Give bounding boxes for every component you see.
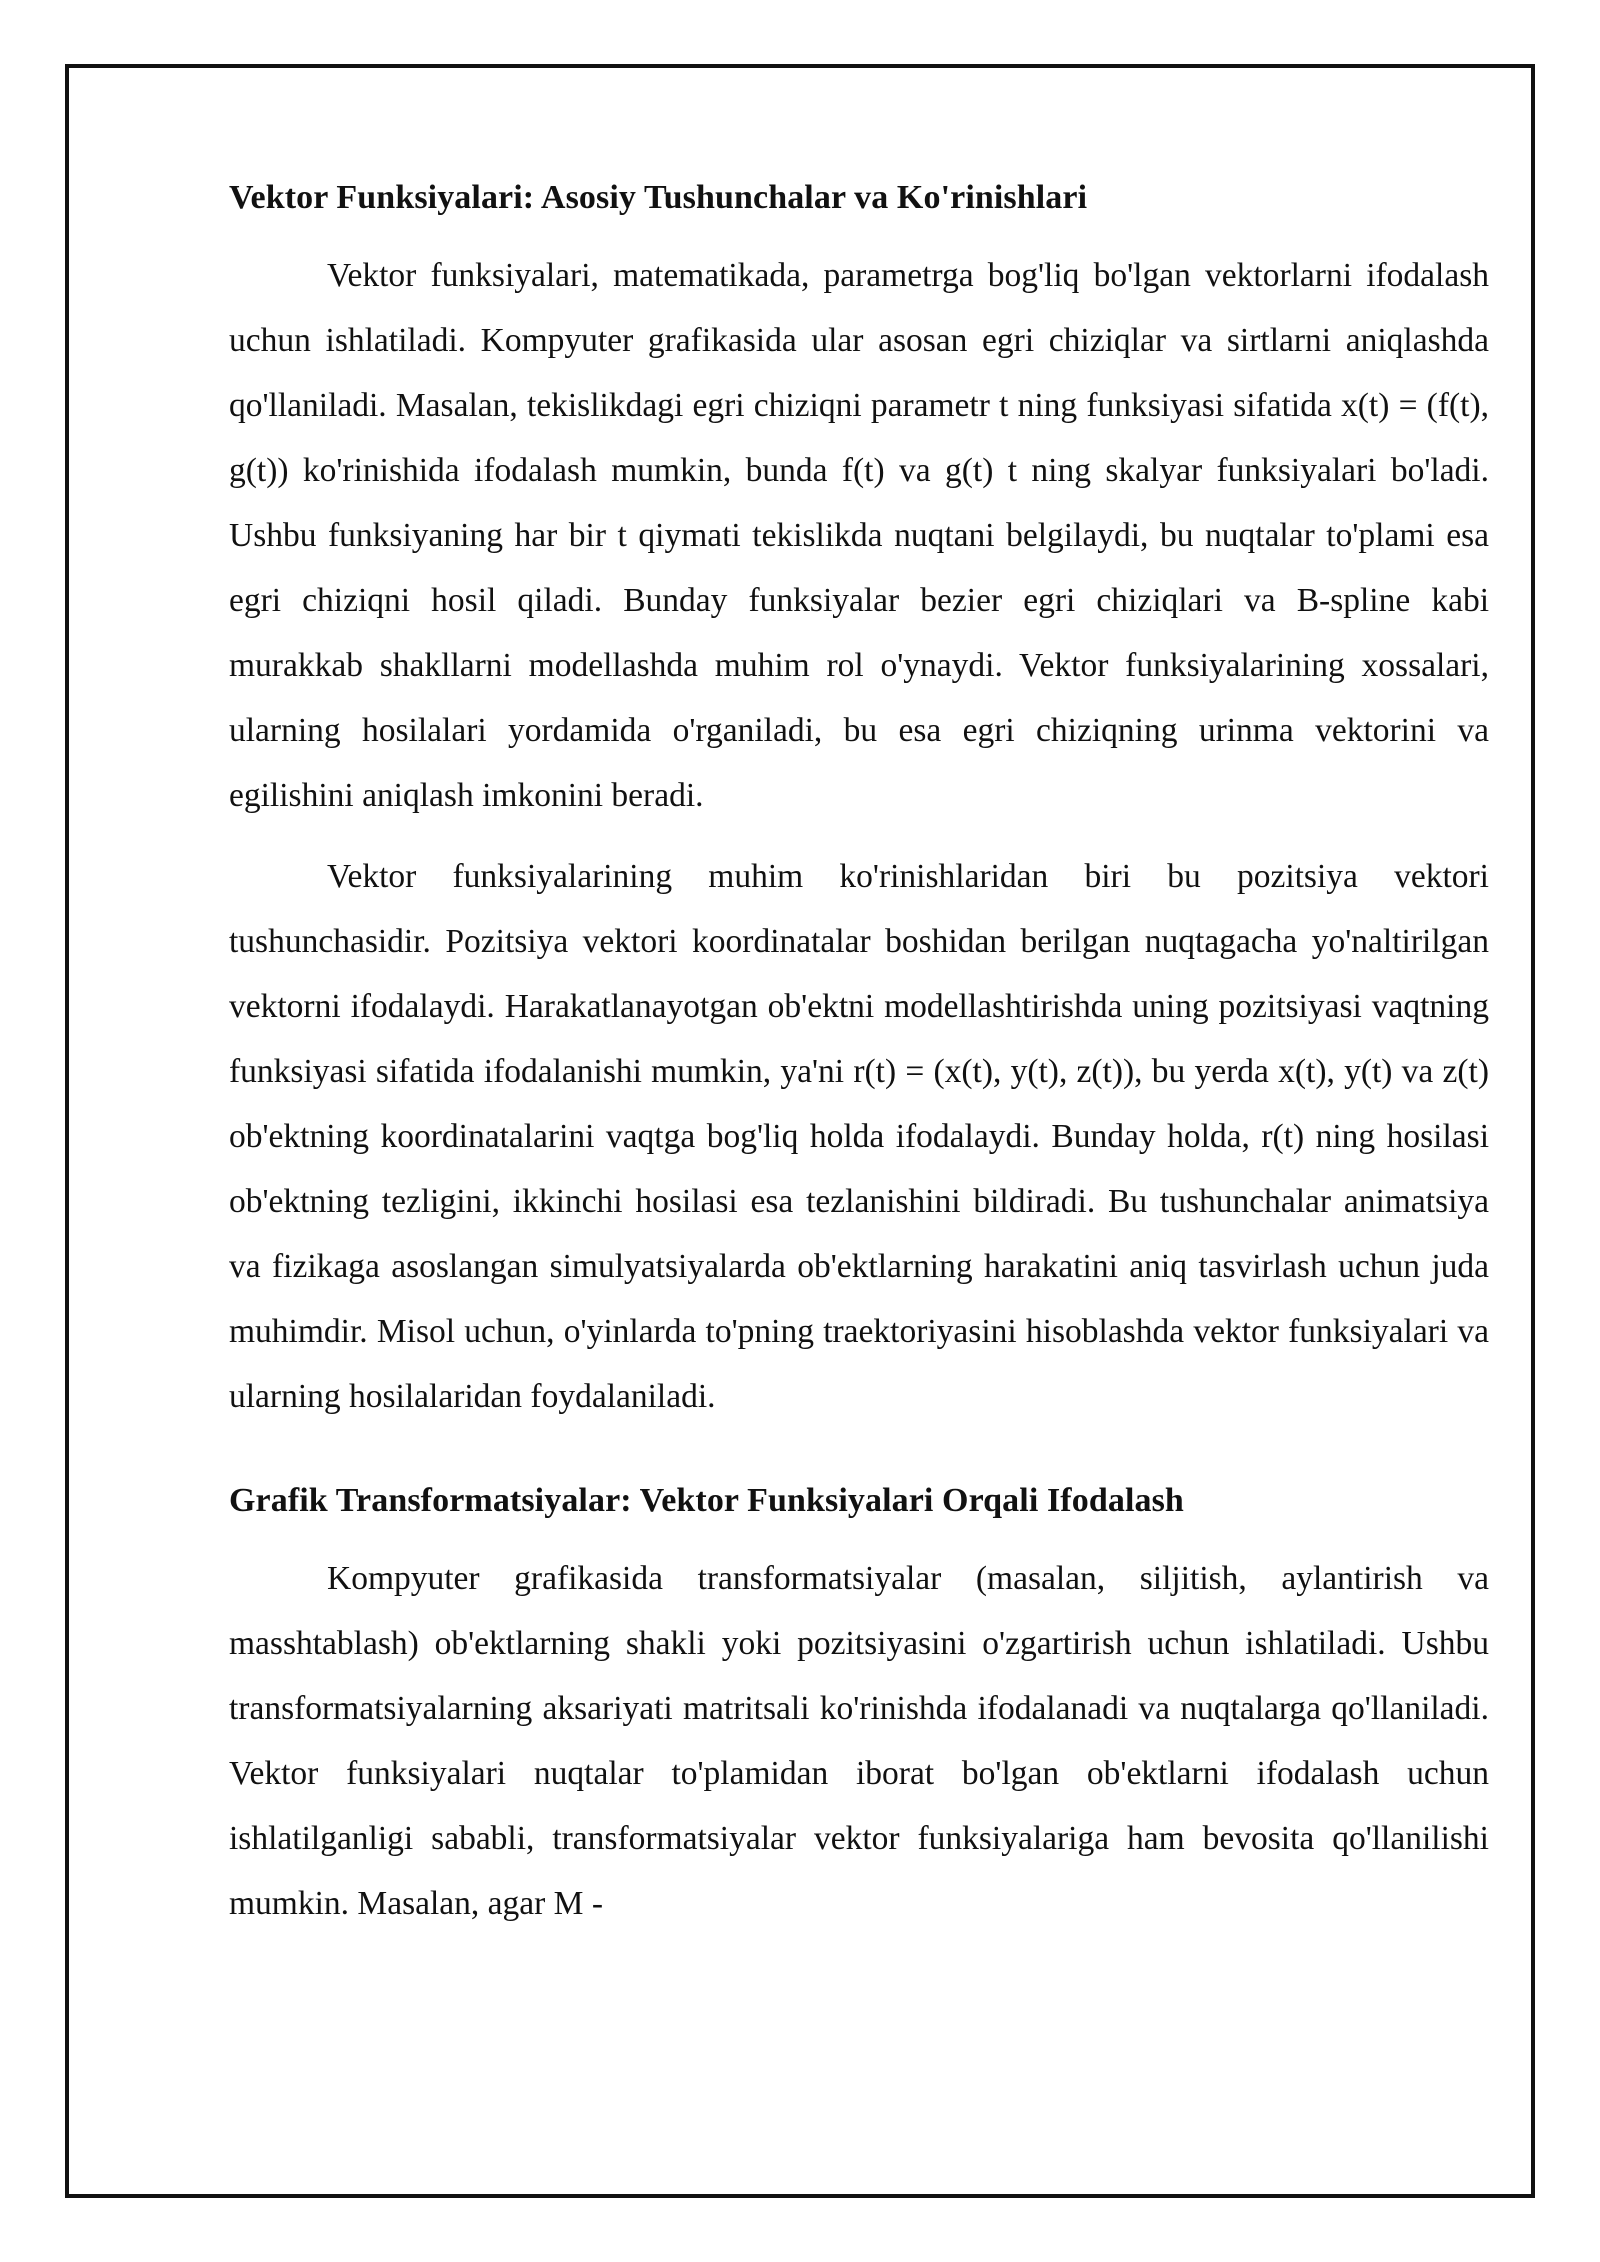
section-heading-graphic-transformations: Grafik Transformatsiyalar: Vektor Funksiyalari Orqali Ifodalash: [229, 1482, 1184, 1519]
paragraph-transformations: Kompyuter grafikasida transformatsiyalar (masalan, siljitish, aylantirish va masshtablash) ob'ektlarning shakli yoki pozitsiyasini o'zgartirish uchun ishlatiladi. Ushbu transformatsiyalarning aksariyati matritsali ko'rinishda ifodalanadi va nuqtalarga qo'llaniladi. Vektor funksiyalari nuqtalar to'plamidan iborat bo'lgan ob'ektlarni ifodalash uchun ishlatilganligi sababli, transformatsiyalar vektor funksiyalariga ham bevosita qo'llanilishi mumkin. Masalan, agar M -: [229, 1560, 1489, 1922]
paragraph-vector-functions-intro: Vektor funksiyalari, matematikada, parametrga bog'liq bo'lgan vektorlarni ifodalash uchun ishlatiladi. Kompyuter grafikasida ular asosan egri chiziqlar va sirtlarni aniqlashda qo'llaniladi. Masalan, tekislikdagi egri chiziqni parametr t ning funksiyasi sifatida x(t) = (f(t), g(t)) ko'rinishida ifodalash mumkin, bunda f(t) va g(t) t ning skalyar funksiyalari bo'ladi. Ushbu funksiyaning har bir t qiymati tekislikda nuqtani belgilaydi, bu nuqtalar to'plami esa egri chiziqni hosil qiladi. Bunday funksiyalar bezier egri chiziqlari va B-spline kabi murakkab shakllarni modellashda muhim rol o'ynaydi. Vektor funksiyalarining xossalari, ularning hosilalari yordamida o'rganiladi, bu esa egri chiziqning urinma vektorini va egilishini aniqlash imkonini beradi.: [229, 257, 1489, 814]
paragraph-position-vector: Vektor funksiyalarining muhim ko'rinishlaridan biri bu pozitsiya vektori tushunchasidir. Pozitsiya vektori koordinatalar boshidan berilgan nuqtagacha yo'naltirilgan vektorni ifodalaydi. Harakatlanayotgan ob'ektni modellashtirishda uning pozitsiyasi vaqtning funksiyasi sifatida ifodalanishi mumkin, ya'ni r(t) = (x(t), y(t), z(t)), bu yerda x(t), y(t) va z(t) ob'ektning koordinatalarini vaqtga bog'liq holda ifodalaydi. Bunday holda, r(t) ning hosilasi ob'ektning tezligini, ikkinchi hosilasi esa tezlanishini bildiradi. Bu tushunchalar animatsiya va fizikaga asoslangan simulyatsiyalarda ob'ektlarning harakatini aniq tasvirlash uchun juda muhimdir. Misol uchun, o'yinlarda to'pning traektoriyasini hisoblashda vektor funksiyalari va ularning hosilalaridan foydalaniladi.: [229, 858, 1489, 1415]
section-heading-vector-functions: Vektor Funksiyalari: Asosiy Tushunchalar va Ko'rinishlari: [229, 179, 1088, 216]
document-body: [229, 170, 1489, 1936]
